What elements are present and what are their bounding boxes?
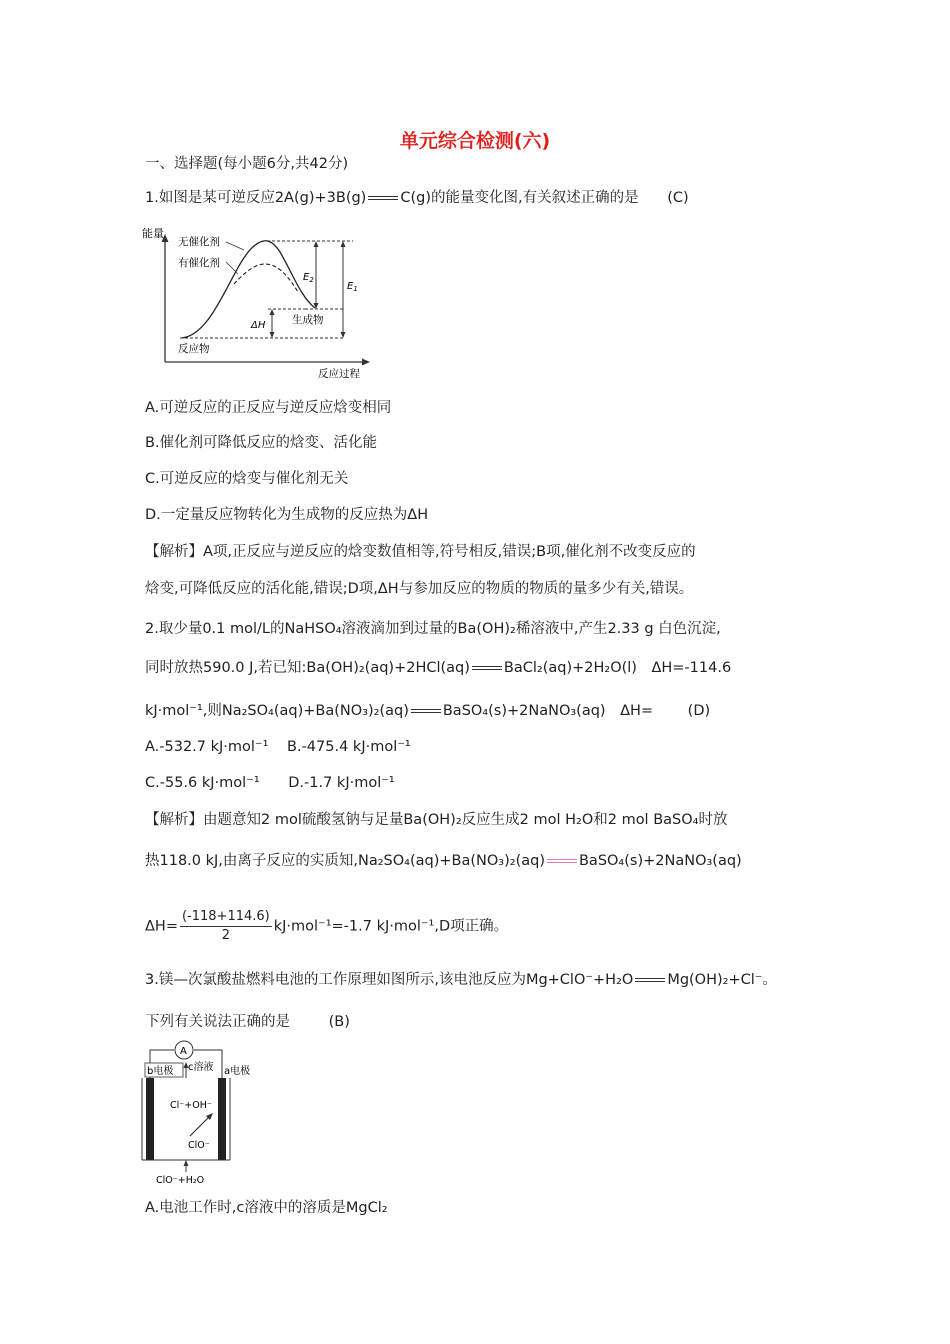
q1-explanation-line2: 焓变,可降低反应的活化能,错误;D项,ΔH与参加反应的物质的物质的量多少有关,错误。 — [145, 581, 694, 597]
q1-stem — [145, 188, 815, 208]
q2-line3-pre: kJ·mol⁻¹,则Na₂SO₄(aq)+Ba(NO₃)₂(aq) — [145, 703, 409, 719]
q2-exp3-post: kJ·mol⁻¹=-1.7 kJ·mol⁻¹,D项正确。 — [273, 918, 509, 935]
a-electrode-label: a电极 — [224, 1066, 251, 1077]
energy-profile-diagram — [140, 224, 380, 382]
e1-label: $E_1$ — [347, 281, 358, 293]
q2-exp3-pre: ΔH= — [145, 918, 178, 935]
q3-option-a: A.电池工作时,c溶液中的溶质是MgCl₂ — [145, 1200, 388, 1216]
x-axis-arrow — [362, 359, 370, 366]
q1-stem-post: C(g)的能量变化图,有关叙述正确的是 — [400, 190, 639, 206]
q2-exp2-post: BaSO₄(s)+2NaNO₃(aq) — [578, 853, 742, 869]
q2-option-b: B.-475.4 kJ·mol⁻¹ — [287, 739, 411, 755]
ions-label: Cl⁻+OH⁻ — [170, 1100, 212, 1111]
reaction-equals-sign — [470, 663, 504, 673]
q2-option-c: C.-55.6 kJ·mol⁻¹ — [145, 775, 260, 791]
q1-explanation-line1: 【解析】A项,正反应与逆反应的焓变数值相等,符号相反,错误;B项,催化剂不改变反应的 — [145, 544, 696, 560]
page-title: 单元综合检测(六) — [399, 130, 551, 152]
q1-option-b: B.催化剂可降低反应的焓变、活化能 — [145, 435, 378, 451]
reaction-equals-sign — [633, 975, 667, 985]
q2-line3-post: BaSO₄(s)+2NaNO₃(aq) ΔH= — [442, 703, 654, 719]
q2-explanation-line2 — [145, 851, 815, 871]
clo-label: ClO⁻ — [188, 1140, 210, 1151]
q3-answer: (B) — [328, 1014, 350, 1030]
no-catalyst-leader — [226, 242, 244, 250]
reactant-label: 反应物 — [178, 343, 210, 355]
fraction-denominator: 2 — [221, 928, 230, 943]
fuel-cell-diagram — [140, 1038, 280, 1186]
x-axis-label: 反应过程 — [318, 368, 360, 380]
b-electrode-label: b电极 — [147, 1066, 174, 1077]
q3-line1-pre: 3.镁—次氯酸盐燃料电池的工作原理如图所示,该电池反应为Mg+ClO⁻+H₂O — [145, 972, 634, 988]
e2-label: $E_2$ — [303, 272, 314, 284]
q2-options-cd — [145, 773, 815, 793]
y-axis-label: 能量 — [142, 227, 164, 240]
q2-stem-line2 — [145, 658, 815, 678]
q1-option-d: D.一定量反应物转化为生成物的反应热为ΔH — [145, 507, 429, 523]
fraction-numerator: (-118+114.6) — [180, 908, 272, 927]
with-catalyst-leader — [226, 262, 238, 274]
fraction — [180, 908, 272, 945]
q3-stem-line1 — [145, 970, 815, 990]
inlet-label: ClO⁻+H₂O — [156, 1175, 205, 1186]
q2-exp2-pre: 热118.0 kJ,由离子反应的实质知,Na₂SO₄(aq)+Ba(NO₃)₂(aq) — [145, 853, 545, 869]
a-electrode — [218, 1078, 226, 1160]
ion-direction-arrow — [190, 1116, 210, 1136]
with-catalyst-label: 有催化剂 — [178, 257, 220, 269]
q2-answer: (D) — [687, 703, 711, 719]
b-electrode — [146, 1078, 154, 1160]
q2-explanation-line1: 【解析】由题意知2 mol硫酸氢钠与足量Ba(OH)₂反应生成2 mol H₂O和2 mol BaSO₄时放 — [145, 812, 728, 828]
product-label: 生成物 — [292, 314, 324, 326]
q2-option-a: A.-532.7 kJ·mol⁻¹ — [145, 739, 269, 755]
reaction-equals-sign — [409, 706, 443, 716]
reaction-equals-sign — [545, 856, 579, 866]
q1-option-a: A.可逆反应的正反应与逆反应焓变相同 — [145, 400, 392, 416]
dh-label: ΔH — [251, 320, 266, 331]
q3-line2: 下列有关说法正确的是 — [145, 1014, 290, 1030]
q2-option-d: D.-1.7 kJ·mol⁻¹ — [288, 775, 395, 791]
q2-line2-pre: 同时放热590.0 J,若已知:Ba(OH)₂(aq)+2HCl(aq) — [145, 660, 470, 676]
q2-options-ab — [145, 737, 815, 757]
ammeter-label: A — [180, 1046, 187, 1057]
c-solution-label: c溶液 — [188, 1062, 214, 1073]
no-catalyst-label: 无催化剂 — [178, 236, 220, 248]
q2-stem-line3 — [145, 701, 815, 721]
q3-line1-post: Mg(OH)₂+Cl⁻。 — [667, 972, 777, 988]
q2-line2-post: BaCl₂(aq)+2H₂O(l) ΔH=-114.6 — [503, 660, 732, 676]
section-heading: 一、选择题(每小题6分,共42分) — [145, 156, 349, 172]
q1-stem-pre: 1.如图是某可逆反应2A(g)+3B(g) — [145, 190, 367, 206]
q2-explanation-line3 — [145, 908, 815, 945]
reaction-equals-sign — [366, 193, 400, 203]
q2-stem-line1: 2.取少量0.1 mol/L的NaHSO₄溶液滴加到过量的Ba(OH)₂稀溶液中,产生2.33 g 白色沉淀, — [145, 621, 721, 637]
q1-option-c: C.可逆反应的焓变与催化剂无关 — [145, 471, 349, 487]
q3-stem-line2 — [145, 1012, 815, 1032]
q1-answer: (C) — [667, 190, 689, 206]
